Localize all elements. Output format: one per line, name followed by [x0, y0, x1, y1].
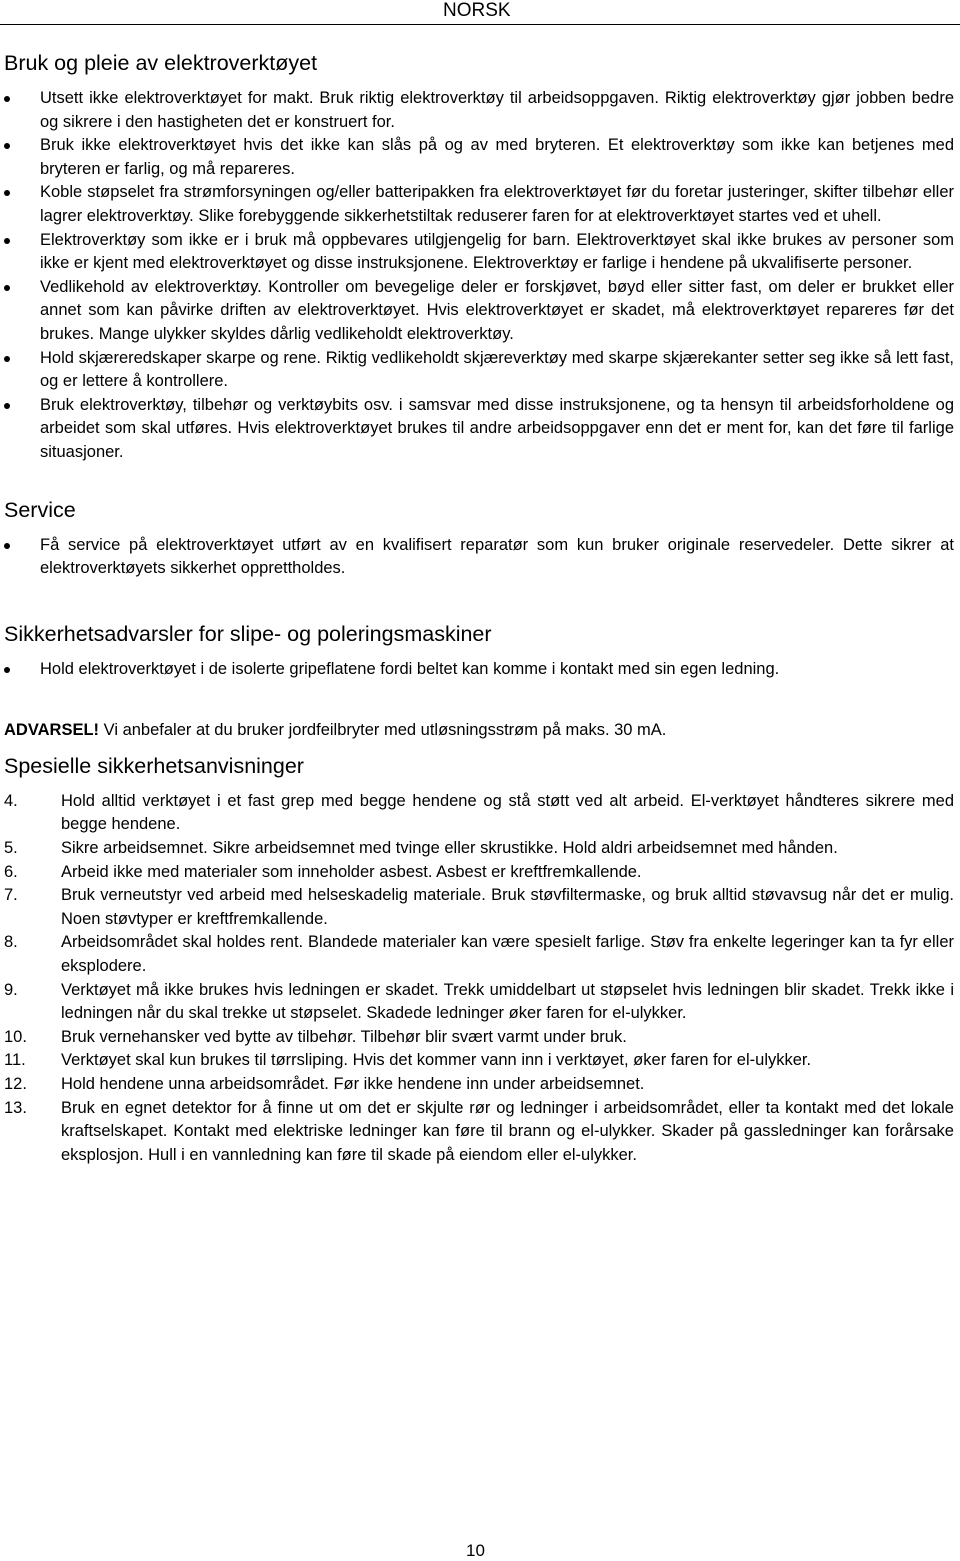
section-heading: Bruk og pleie av elektroverktøyet: [4, 51, 318, 75]
list-item: [4, 979, 954, 1026]
list-item: [4, 931, 954, 978]
item-number: 5.: [4, 839, 18, 858]
item-text: Verktøyet må ikke brukes hvis ledningen er skadet. Trekk umiddelbart ut støpselet hvis ledningen blir skadet. Trekk ikke i ledningen når du skal trekke ut støpselet. Skadede ledninger øker faren for el-ulykker.: [61, 980, 954, 1023]
item-text: Bruk en egnet detektor for å finne ut om det er skjulte rør og ledninger i arbeidsområdet, eller ta kontakt med det lokale kraftselskapet. Kontakt med elektriske ledninger kan føre til brann og el-ulykker. Skader på gassledninger kan forårsake eksplosjon. Hull i en vannledning kan føre til skade på eiendom eller el-ulykker.: [61, 1098, 954, 1164]
item-number: 13.: [4, 1098, 27, 1117]
bullet-list: [4, 658, 954, 682]
section-heading: Spesielle sikkerhetsanvisninger: [4, 753, 304, 778]
list-item: [4, 1073, 954, 1097]
document-body: [4, 48, 954, 1167]
list-item: [4, 1026, 954, 1050]
item-number: 4.: [4, 791, 18, 810]
list-item: [4, 884, 954, 931]
item-text: Arbeidsområdet skal holdes rent. Blandede materialer kan være spesielt farlige. Støv fra enkelte legeringer kan ta fyr eller eksplodere.: [61, 933, 954, 976]
item-text: Hold hendene unna arbeidsområdet. Før ikke hendene inn under arbeidsemnet.: [61, 1075, 645, 1093]
item-number: 6.: [4, 862, 18, 881]
item-text: Bruk verneutstyr ved arbeid med helseskadelig materiale. Bruk støvfiltermaske, og bruk alltid støvavsug når det er mulig. Noen støvtyper er kreftfremkallende.: [61, 886, 954, 928]
section-sander-warnings: [4, 619, 954, 682]
item-number: 12.: [4, 1075, 27, 1093]
list-item: [4, 1097, 954, 1168]
item-text: Hold alltid verktøyet i et fast grep med begge hendene og stå støtt ved alt arbeid. El-verktøyet håndteres sikrere med begge hendene.: [61, 791, 954, 834]
section-special-instructions: [4, 751, 954, 1168]
warning-note: [4, 719, 954, 743]
list-item: Utsett ikke elektroverktøyet for makt. Bruk riktig elektroverktøy til arbeidsoppgaven. Riktig elektroverktøy gjør jobben bedre og sikrere i den hastigheten det er konstruert for.: [4, 87, 954, 134]
item-text: Bruk vernehansker ved bytte av tilbehør. Tilbehør blir svært varmt under bruk.: [61, 1027, 627, 1046]
header-rule: [0, 24, 960, 25]
list-item: [4, 790, 954, 837]
list-item: Få service på elektroverktøyet utført av en kvalifisert reparatør som kun bruker originale reservedeler. Dette sikrer at elektroverktøyets sikkerhet opprettholdes.: [4, 534, 954, 581]
item-number: 9.: [4, 980, 18, 999]
list-item: Hold skjæreredskaper skarpe og rene. Riktig vedlikeholdt skjæreverktøy med skarpe skjærekanter setter seg ikke så lett fast, og er lettere å kontrollere.: [4, 347, 954, 394]
warning-label: ADVARSEL!: [4, 721, 100, 740]
item-number: 7.: [4, 886, 18, 905]
list-item: Elektroverktøy som ikke er i bruk må oppbevares utilgjengelig for barn. Elektroverktøyet skal ikke brukes av personer som ikke er kjent med elektroverktøyet og disse instruksjonene. Elektroverktøy er farlige i hendene på ukvalifiserte personer.: [4, 229, 954, 276]
item-text: Sikre arbeidsemnet. Sikre arbeidsemnet med tvinge eller skrustikke. Hold aldri arbeidsemnet med hånden.: [61, 839, 838, 858]
section-service: [4, 495, 954, 581]
list-item: [4, 861, 954, 885]
section-care: [4, 48, 954, 465]
warning-text: Vi anbefaler at du bruker jordfeilbryter med utløsningsstrøm på maks. 30 mA.: [99, 721, 667, 740]
language-label: NORSK: [443, 0, 511, 21]
list-item: [4, 1049, 954, 1073]
item-text: Arbeid ikke med materialer som inneholder asbest. Asbest er kreftfremkallende.: [61, 862, 642, 881]
item-text: Verktøyet skal kun brukes til tørrsliping. Hvis det kommer vann inn i verktøyet, øker faren for el-ulykker.: [61, 1051, 812, 1070]
list-item: Bruk ikke elektroverktøyet hvis det ikke kan slås på og av med bryteren. Et elektroverktøy som ikke kan betjenes med bryteren er farlig, og må repareres.: [4, 134, 954, 181]
section-heading: Service: [4, 497, 76, 522]
item-number: 10.: [4, 1027, 27, 1046]
page-number: 10: [466, 1541, 485, 1560]
bullet-list: [4, 534, 954, 581]
list-item: Hold elektroverktøyet i de isolerte gripeflatene fordi beltet kan komme i kontakt med sin egen ledning.: [4, 658, 954, 682]
item-number: 11.: [4, 1051, 26, 1070]
bullet-list: [4, 87, 954, 465]
item-number: 8.: [4, 933, 18, 952]
numbered-list: [4, 790, 954, 1168]
list-item: Koble støpselet fra strømforsyningen og/eller batteripakken fra elektroverktøyet før du foretar justeringer, skifter tilbehør eller lagrer elektroverktøy. Slike forebyggende sikkerhetstiltak reduserer faren for at elektroverktøyet startes ved et uhell.: [4, 181, 954, 228]
list-item: Bruk elektroverktøy, tilbehør og verktøybits osv. i samsvar med disse instruksjonene, og ta hensyn til arbeidsforholdene og arbeidet som skal utføres. Hvis elektroverktøyet brukes til andre arbeidsoppgaver enn det er ment for, kan det føre til farlige situasjoner.: [4, 394, 954, 465]
list-item: [4, 837, 954, 861]
section-heading: Sikkerhetsadvarsler for slipe- og poleringsmaskiner: [4, 621, 492, 646]
list-item: Vedlikehold av elektroverktøy. Kontroller om bevegelige deler er forskjøvet, bøyd eller sitter fast, om deler er brukket eller annet som kan påvirke driften av elektroverktøyet. Hvis elektroverktøyet er skadet, må elektroverktøyet repareres før det brukes. Mange ulykker skyldes dårlig vedlikeholdt elektroverktøy.: [4, 276, 954, 347]
